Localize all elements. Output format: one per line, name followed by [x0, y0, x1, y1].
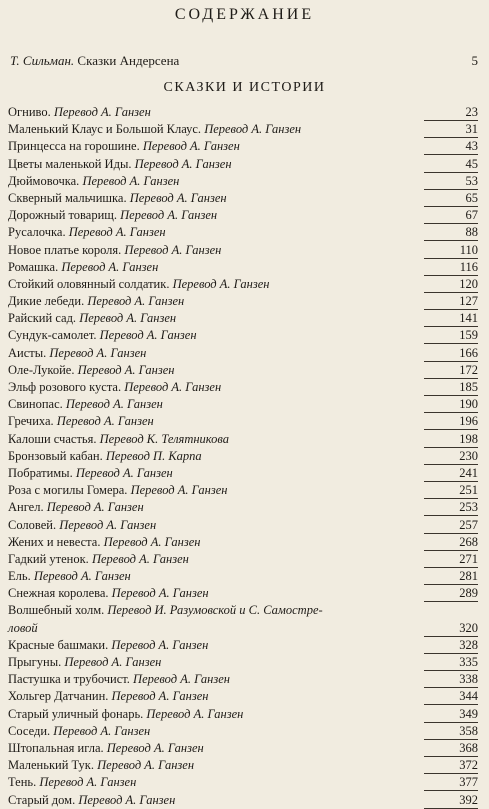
entry-page-number: 116 [459, 259, 478, 274]
toc-entry [8, 379, 478, 396]
toc-entry [8, 757, 478, 774]
entry-text [8, 482, 228, 499]
entry-text [8, 706, 243, 723]
entry-text [8, 310, 176, 327]
entry-translator: Перевод А. Ганзен [59, 517, 157, 532]
entry-page-number: 253 [459, 500, 478, 515]
entry-page-number: 392 [459, 792, 478, 807]
entry-title: Сундук-самолет. [8, 328, 97, 343]
toc-entry [8, 534, 478, 551]
entry-title: Пастушка и трубочист. [8, 672, 130, 687]
entry-page-number: 31 [465, 122, 478, 137]
entry-text [8, 242, 221, 259]
toc-entry [8, 293, 478, 310]
entry-page-number: 185 [459, 380, 478, 394]
entry-text [8, 723, 150, 740]
entry-title: Штопальная игла. [8, 740, 104, 755]
entry-page-number: 335 [459, 655, 478, 670]
entry-title: Снежная королева. [8, 586, 109, 601]
entry-translator: Перевод А. Ганзен [130, 483, 228, 498]
page-title: СОДЕРЖАНИЕ [174, 6, 315, 23]
entry-title: Старый дом. [8, 792, 76, 807]
intro-page-number: 5 [471, 53, 478, 68]
entry-translator: Перевод А. Ганзен [172, 276, 270, 291]
entry-page-number: 110 [459, 242, 478, 257]
entry-title: Гадкий утенок. [8, 551, 89, 566]
entry-title: Ангел. [8, 500, 44, 515]
entry-title: Дорожный товарищ. [8, 208, 118, 223]
entry-translator: Перевод А. Ганзен [46, 500, 144, 515]
entry-page-number: 328 [459, 637, 478, 652]
entry-page-number: 67 [465, 208, 478, 223]
entry-text [8, 190, 227, 207]
entry-page-number: 141 [459, 311, 478, 326]
toc-entry [8, 413, 478, 430]
entry-text [8, 757, 194, 774]
entry-translator-continued: ловой [8, 620, 38, 635]
entry-title: Ель. [8, 569, 31, 584]
intro-entry [10, 52, 478, 70]
entry-page-number: 172 [459, 362, 478, 377]
toc-entry [8, 774, 478, 791]
entry-page-number: 53 [465, 173, 478, 188]
entry-translator: Перевод А. Ганзен [65, 397, 163, 412]
toc-entry [8, 173, 478, 190]
entry-text [8, 362, 175, 379]
entry-title: Скверный мальчишка. [8, 190, 127, 205]
toc-entry [8, 499, 478, 516]
entry-title: Старый уличный фонарь. [8, 706, 144, 721]
entry-translator: Перевод А. Ганзен [111, 637, 209, 652]
entry-text [8, 431, 229, 448]
entry-page-number: 289 [459, 586, 478, 601]
toc-entry [8, 517, 478, 534]
entry-text [8, 534, 201, 551]
entry-text [8, 259, 158, 276]
entry-translator: Перевод А. Ганзен [39, 775, 137, 790]
entry-title: Калоши счастья. [8, 431, 97, 446]
entry-translator: Перевод А. Ганзен [97, 758, 195, 773]
toc-entry [8, 310, 478, 327]
entry-page-number: 127 [459, 294, 478, 309]
entry-translator: Перевод А. Ганзен [134, 156, 232, 171]
entry-text [8, 224, 166, 241]
entry-page-number: 349 [459, 706, 478, 721]
entry-translator: Перевод А. Ганзен [111, 689, 209, 704]
entry-text [8, 345, 146, 362]
entry-translator: Перевод А. Ганзен [103, 534, 201, 549]
entry-page-number: 257 [459, 517, 478, 532]
entry-page-number: 320 [459, 620, 478, 635]
entry-text [8, 104, 151, 121]
entry-title: Дюймовочка. [8, 173, 80, 188]
entry-translator: Перевод А. Ганзен [87, 294, 185, 309]
entry-page-number: 198 [459, 431, 478, 446]
entry-title: Цветы маленькой Иды. [8, 156, 132, 171]
entry-text [8, 379, 221, 396]
entry-page-number: 268 [459, 534, 478, 549]
intro-title: Сказки Андерсена [77, 53, 180, 68]
entry-title: Красные башмаки. [8, 637, 109, 652]
entry-page-number: 358 [459, 723, 478, 738]
entry-page-number: 241 [459, 465, 478, 480]
toc-entry [8, 224, 478, 241]
entry-text [8, 465, 173, 482]
entry-title: Тень. [8, 775, 37, 790]
entry-text [8, 654, 161, 671]
toc-entry [8, 190, 478, 207]
toc-entry [8, 602, 478, 636]
entry-page-number: 190 [459, 397, 478, 412]
entry-text [8, 740, 204, 757]
entry-title: Побратимы. [8, 465, 73, 480]
entry-text [8, 293, 184, 310]
entry-title: Оле-Лукойе. [8, 362, 75, 377]
entry-page-number: 271 [459, 551, 478, 566]
entry-page-number: 159 [459, 328, 478, 343]
entry-text [8, 774, 136, 791]
entry-translator: Перевод А. Ганзен [142, 139, 240, 154]
entry-translator: Перевод А. Ганзен [56, 414, 154, 429]
entry-text [8, 568, 131, 585]
entry-text [8, 671, 230, 688]
entry-text [8, 448, 202, 465]
toc-entry [8, 362, 478, 379]
page-number-rule [424, 808, 478, 809]
entry-page-number: 251 [459, 483, 478, 498]
entry-title: Ромашка. [8, 259, 59, 274]
entry-page-number: 196 [459, 414, 478, 429]
entry-translator: Перевод А. Ганзен [64, 655, 162, 670]
intro-author: Т. Сильман. [10, 53, 75, 68]
entry-translator: Перевод А. Ганзен [61, 259, 159, 274]
toc-entry [8, 431, 478, 448]
entry-title: Свинопас. [8, 397, 63, 412]
toc-entry [8, 276, 478, 293]
toc-entry [8, 723, 478, 740]
entry-page-number: 23 [465, 105, 478, 119]
entry-title: Волшебный холм. [8, 603, 105, 618]
entry-page-number: 120 [459, 276, 478, 291]
entry-title: Бронзовый кабан. [8, 448, 103, 463]
entry-translator: Перевод А. Ганзен [111, 586, 209, 601]
entry-title: Маленький Клаус и Большой Клаус. [8, 122, 202, 137]
entry-translator: Перевод А. Ганзен [204, 122, 302, 137]
entry-title: Райский сад. [8, 311, 77, 326]
entry-translator: Перевод А. Ганзен [33, 569, 131, 584]
entry-page-number: 45 [465, 156, 478, 171]
entry-title: Гречиха. [8, 414, 54, 429]
entry-translator: Перевод А. Ганзен [133, 672, 230, 687]
entry-translator: Перевод А. Ганзен [53, 723, 151, 738]
entry-title: Прыгуны. [8, 655, 62, 670]
entry-translator: Перевод А. Ганзен [68, 225, 166, 240]
toc-entry [8, 671, 478, 688]
entry-text [8, 413, 154, 430]
entry-translator: Перевод К. Телятникова [99, 431, 230, 446]
entry-title: Жених и невеста. [8, 534, 101, 549]
entry-text [8, 585, 209, 602]
toc-entry [8, 138, 478, 155]
entry-text [8, 121, 301, 138]
toc-entry [8, 259, 478, 276]
entry-translator: Перевод А. Ганзен [106, 740, 204, 755]
toc-entry [8, 345, 478, 362]
entry-page-number: 368 [459, 740, 478, 755]
toc-entry [8, 637, 478, 654]
entry-translator: Перевод А. Ганзен [78, 792, 176, 807]
toc-entry [8, 465, 478, 482]
toc-entry [8, 792, 478, 809]
entry-translator: Перевод А. Ганзен [146, 706, 244, 721]
toc-entry [8, 207, 478, 224]
toc-entry [8, 551, 478, 568]
entry-text [8, 276, 270, 293]
toc-entry [8, 327, 478, 344]
entry-text [8, 156, 232, 173]
entry-page-number: 88 [465, 225, 478, 240]
toc-entry [8, 688, 478, 705]
entry-title: Эльф розового куста. [8, 380, 122, 394]
entry-translator: Перевод А. Ганзен [129, 190, 227, 205]
entry-page-number: 344 [459, 689, 478, 704]
entry-translator: Перевод П. Карпа [105, 448, 202, 463]
entry-text [8, 792, 175, 809]
entry-text [8, 499, 144, 516]
entry-page-number: 65 [465, 190, 478, 205]
toc-entry [8, 396, 478, 413]
entry-title: Стойкий оловянный солдатик. [8, 276, 170, 291]
entry-page-number: 230 [459, 448, 478, 463]
entry-translator: Перевод А. Ганзен [75, 465, 173, 480]
entry-text [8, 517, 156, 534]
entry-translator: Перевод А. Ганзен [120, 208, 218, 223]
toc-list [8, 104, 478, 809]
entry-translator: Перевод А. Ганзен [124, 380, 222, 394]
entry-title: Соседи. [8, 723, 51, 738]
entry-translator: Перевод А. Ганзен [82, 173, 180, 188]
toc-entry [8, 121, 478, 138]
entry-translator: Перевод А. Ганзен [91, 551, 189, 566]
entry-page-number: 338 [459, 672, 478, 687]
toc-entry [8, 156, 478, 173]
entry-text [8, 396, 163, 413]
entry-translator: Перевод А. Ганзен [49, 345, 147, 360]
entry-translator: Перевод А. Ганзен [124, 242, 222, 257]
entry-title: Аисты. [8, 345, 47, 360]
entry-text [8, 327, 197, 344]
entry-page-number: 281 [459, 569, 478, 584]
entry-title: Маленький Тук. [8, 758, 94, 773]
toc-entry [8, 482, 478, 499]
toc-entry [8, 242, 478, 259]
toc-entry [8, 104, 478, 121]
entry-title: Огниво. [8, 105, 51, 119]
entry-page-number: 43 [465, 139, 478, 154]
entry-title: Роза с могилы Гомера. [8, 483, 128, 498]
entry-page-number: 166 [459, 345, 478, 360]
entry-title: Дикие лебеди. [8, 294, 85, 309]
toc-entry [8, 706, 478, 723]
entry-title: Новое платье короля. [8, 242, 122, 257]
section-heading: СКАЗКИ И ИСТОРИИ [163, 80, 326, 95]
toc-entry [8, 448, 478, 465]
entry-text [8, 551, 189, 568]
entry-translator: Перевод А. Ганзен [79, 311, 177, 326]
entry-text [8, 602, 323, 619]
entry-text [8, 138, 240, 155]
toc-entry [8, 740, 478, 757]
entry-translator: Перевод А. Ганзен [53, 105, 151, 119]
entry-title: Хольгер Датчанин. [8, 689, 109, 704]
entry-title: Соловей. [8, 517, 57, 532]
entry-text [8, 173, 179, 190]
entry-text [8, 207, 217, 224]
entry-title: Принцесса на горошине. [8, 139, 140, 154]
entry-translator: Перевод И. Разумовской и С. Самостре- [107, 603, 323, 618]
entry-page-number: 372 [459, 758, 478, 773]
entry-translator: Перевод А. Ганзен [77, 362, 175, 377]
toc-entry [8, 585, 478, 602]
entry-page-number: 377 [459, 775, 478, 790]
entry-text [8, 688, 208, 705]
toc-entry [8, 654, 478, 671]
entry-title: Русалочка. [8, 225, 66, 240]
entry-text [8, 637, 208, 654]
toc-entry [8, 568, 478, 585]
entry-translator: Перевод А. Ганзен [99, 328, 197, 343]
